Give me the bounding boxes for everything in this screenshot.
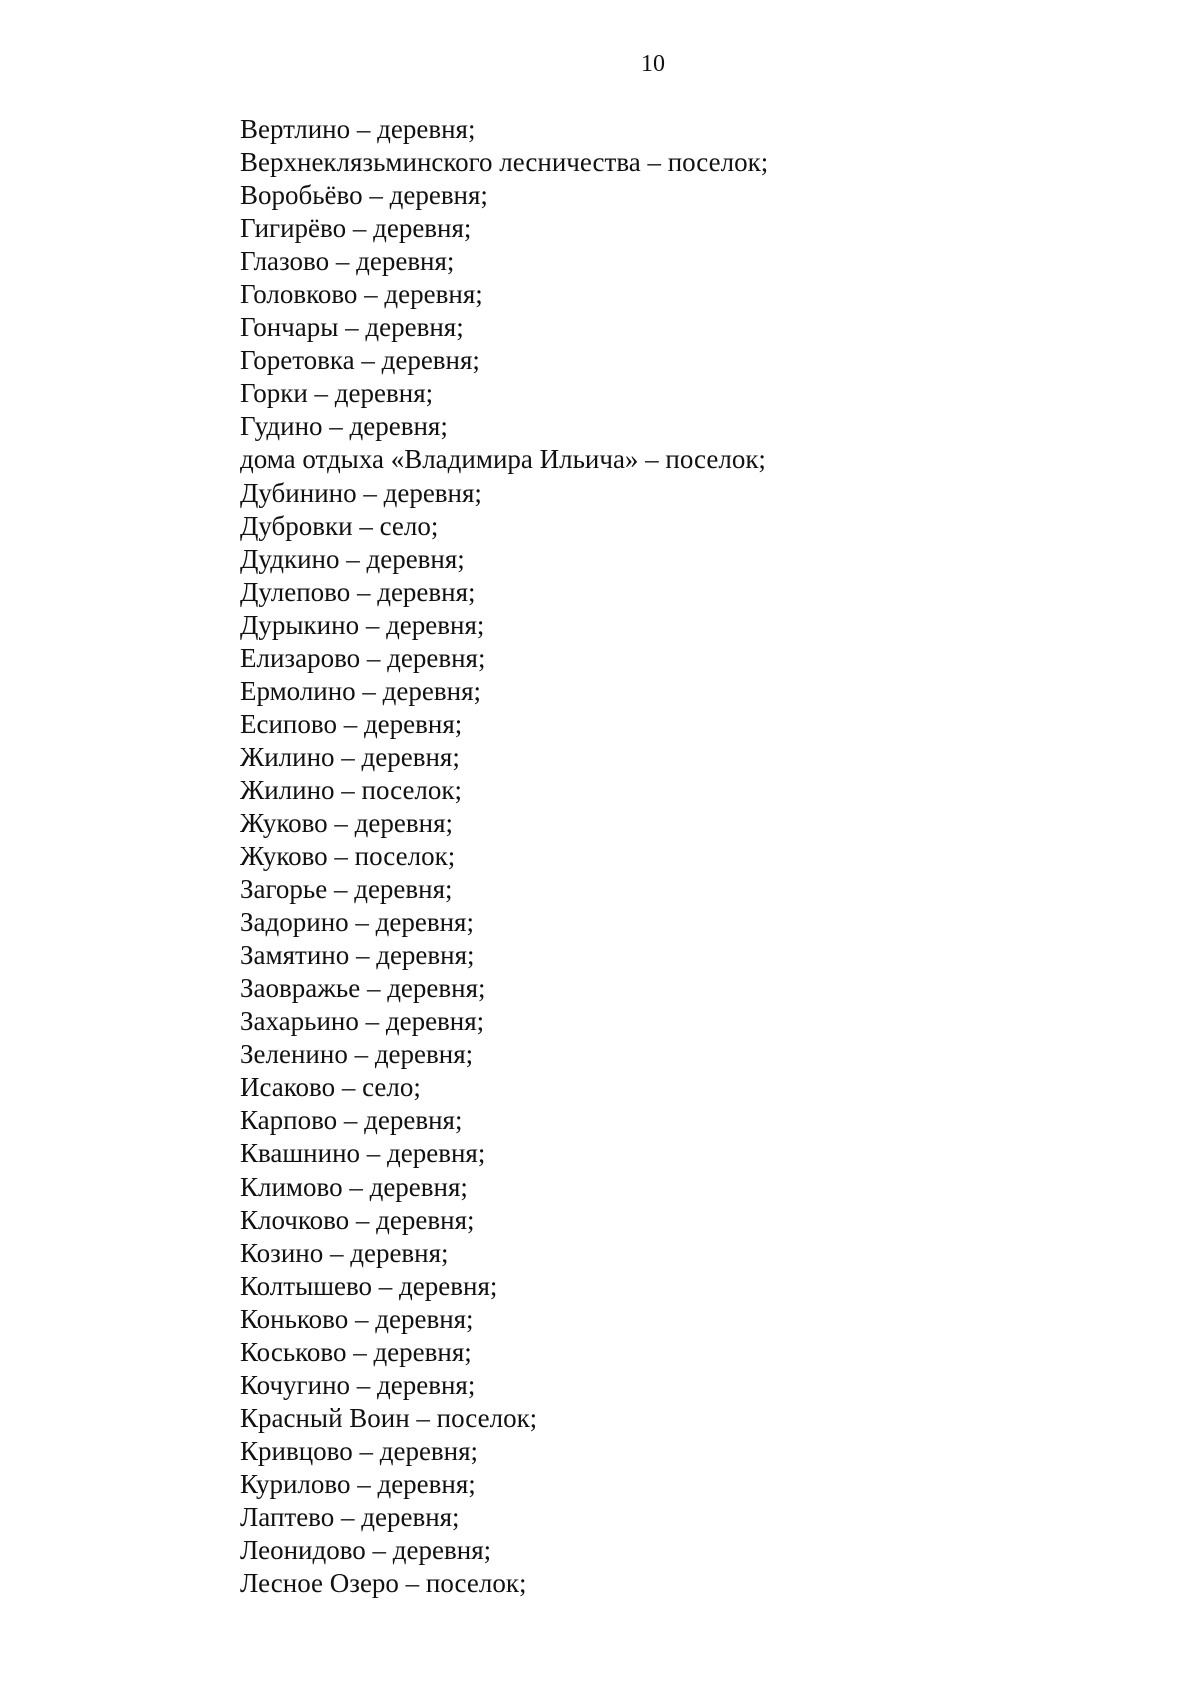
- page-number: 10: [641, 51, 665, 77]
- list-item: Жилино – поселок;: [240, 774, 463, 805]
- list-item: Леонидово – деревня;: [240, 1535, 492, 1566]
- list-item: Карпово – деревня;: [240, 1105, 463, 1136]
- list-item: Есипово – деревня;: [240, 708, 463, 739]
- list-item: Коньково – деревня;: [240, 1303, 474, 1334]
- list-item: Захарьино – деревня;: [240, 1006, 485, 1037]
- list-item: Дудкино – деревня;: [240, 543, 465, 574]
- list-item: Воробьёво – деревня;: [240, 180, 488, 211]
- list-item: Задорино – деревня;: [240, 907, 474, 938]
- list-item: Гончары – деревня;: [240, 312, 464, 343]
- list-item: Жилино – деревня;: [240, 741, 460, 772]
- list-item: Вертлино – деревня;: [240, 114, 476, 144]
- list-item: Колтышево – деревня;: [240, 1270, 498, 1301]
- list-item: Лесное Озеро – поселок;: [240, 1568, 527, 1599]
- list-item: дома отдыха «Владимира Ильича» – поселок;: [240, 444, 766, 475]
- list-item: Жуково – поселок;: [240, 841, 456, 872]
- list-item: Козино – деревня;: [240, 1237, 449, 1268]
- list-item: Курилово – деревня;: [240, 1468, 476, 1499]
- list-item: Кривцово – деревня;: [240, 1435, 479, 1466]
- list-item: Дулепово – деревня;: [240, 576, 476, 607]
- list-item: Ермолино – деревня;: [240, 675, 482, 706]
- settlement-list: [240, 113, 768, 1600]
- list-item: Дубровки – село;: [240, 510, 439, 541]
- list-item: Коськово – деревня;: [240, 1336, 472, 1367]
- list-item: Замятино – деревня;: [240, 940, 475, 971]
- list-item: Квашнино – деревня;: [240, 1138, 486, 1169]
- list-item: Дубинино – деревня;: [240, 477, 482, 508]
- list-item: Гигирёво – деревня;: [240, 213, 472, 244]
- list-item: Глазово – деревня;: [240, 246, 455, 277]
- list-item: Заовражье – деревня;: [240, 973, 486, 1004]
- list-item: Загорье – деревня;: [240, 874, 453, 905]
- list-item: Исаково – село;: [240, 1072, 421, 1103]
- list-item: Кочугино – деревня;: [240, 1369, 476, 1400]
- list-item: Верхнеклязьминского лесничества – поселок;: [240, 147, 769, 178]
- list-item: Красный Воин – поселок;: [240, 1402, 538, 1433]
- list-item: Горетовка – деревня;: [240, 345, 480, 376]
- list-item: Дурыкино – деревня;: [240, 609, 485, 640]
- list-item: Горки – деревня;: [240, 378, 434, 409]
- list-item: Елизарово – деревня;: [240, 642, 486, 673]
- list-item: Климово – деревня;: [240, 1171, 468, 1202]
- list-item: Лаптево – деревня;: [240, 1501, 460, 1532]
- list-item: Клочково – деревня;: [240, 1204, 475, 1235]
- list-item: Гудино – деревня;: [240, 411, 448, 442]
- list-item: Головково – деревня;: [240, 279, 483, 310]
- list-item: Жуково – деревня;: [240, 807, 454, 838]
- list-item: Зеленино – деревня;: [240, 1039, 474, 1070]
